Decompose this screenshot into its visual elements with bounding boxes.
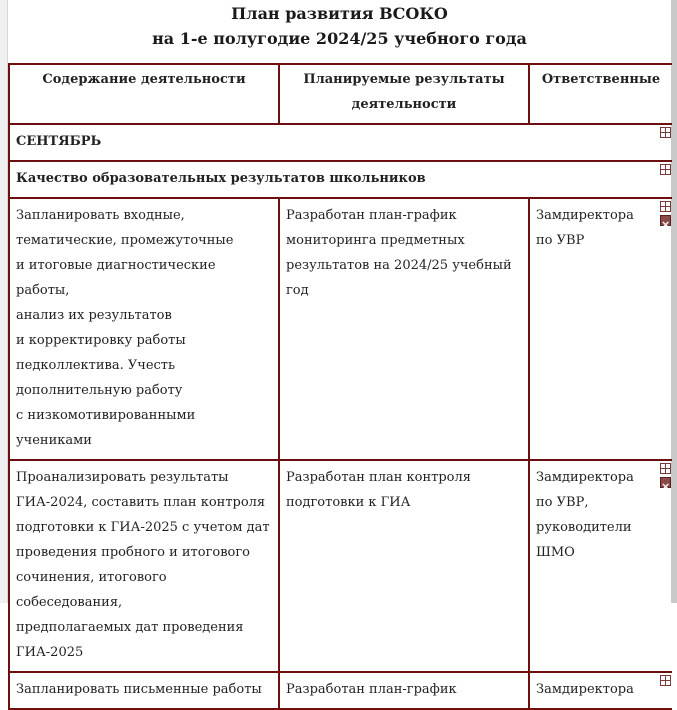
add-row-icon[interactable] (660, 463, 671, 474)
header-results: Планируемые результаты деятельности (279, 64, 529, 124)
document-title: План развития ВСОКО (231, 4, 448, 23)
add-row-icon[interactable] (660, 127, 671, 138)
plan-table (8, 63, 672, 710)
section-label: Качество образовательных результатов школьников (16, 171, 426, 186)
table-row (9, 460, 672, 672)
add-row-icon[interactable] (660, 675, 671, 686)
cell-responsible: Замдиректора по УВР, руководители ШМО (536, 470, 634, 560)
cell-result: Разработан план контроля подготовки к ГИА (279, 460, 529, 672)
cell-activity: Запланировать письменные работы (9, 672, 279, 709)
cell-responsible: Замдиректора (536, 682, 634, 697)
header-responsible: Ответственные (529, 64, 672, 124)
cell-responsible: Замдиректора по УВР (536, 208, 634, 248)
add-row-icon[interactable] (660, 164, 671, 175)
cell-activity: Запланировать входные, тематические, промежуточные и итоговые диагностические работы, анализ их результатов и корректировку работы педколлектива. Учесть дополнительную работу с низкомотивированными учениками (9, 198, 279, 460)
cell-result: Разработан план-график мониторинга предметных результатов на 2024/25 учебный год (279, 198, 529, 460)
page-left-margin (0, 0, 8, 603)
cell-result: Разработан план-график (279, 672, 529, 709)
table-row (9, 198, 672, 460)
header-activity: Содержание деятельности (9, 64, 279, 124)
section-label: СЕНТЯБРЬ (16, 134, 102, 149)
table-header-row (9, 64, 672, 124)
delete-row-icon[interactable] (660, 477, 671, 488)
section-row-topic (9, 161, 672, 198)
add-row-icon[interactable] (660, 201, 671, 212)
cell-activity: Проанализировать результаты ГИА-2024, составить план контроля подготовки к ГИА-2025 с учетом дат проведения пробного и итогового сочинения, итогового собеседования, предполагаемых дат проведения ГИА-2025 (9, 460, 279, 672)
section-row-month (9, 124, 672, 161)
document-subtitle: на 1-е полугодие 2024/25 учебного года (152, 29, 527, 48)
table-row (9, 672, 672, 709)
delete-row-icon[interactable] (660, 215, 671, 226)
